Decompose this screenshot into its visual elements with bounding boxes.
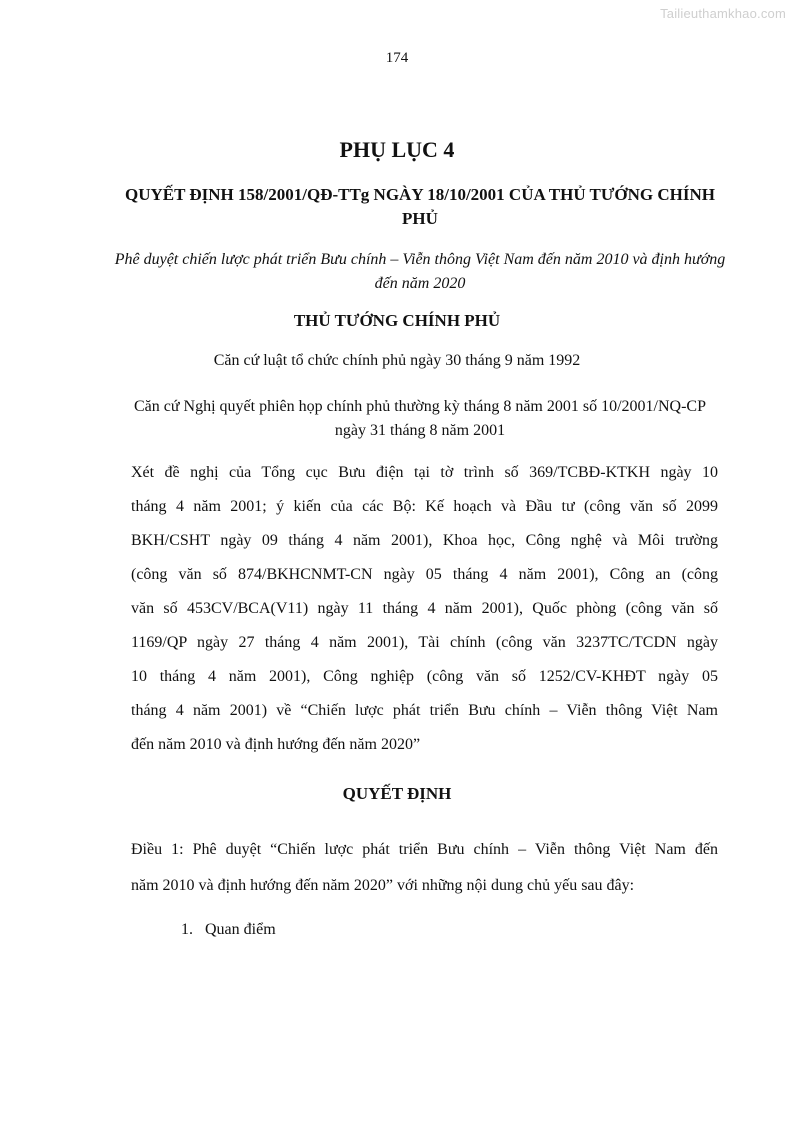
paragraph-line: Xét đề nghị của Tổng cục Bưu điện tại tờ trình số 369/TCBĐ-KTKH ngày 10 [131,464,718,481]
consideration-paragraph [131,456,718,762]
appendix-title: PHỤ LỤC 4 [339,137,455,162]
article-line: Điều 1: Phê duyệt “Chiến lược phát triển Bưu chính – Viễn thông Việt Nam đến [131,841,718,858]
issuing-authority: THỦ TƯỚNG CHÍNH PHỦ [293,311,501,330]
paragraph-line: (công văn số 874/BKHCNMT-CN ngày 05 tháng 4 năm 2001), Công an (công [131,566,718,583]
paragraph-line: tháng 4 năm 2001; ý kiến của các Bộ: Kế hoạch và Đầu tư (công văn số 2099 [131,498,718,515]
list-item-number: 1. [181,921,193,938]
legal-basis-1: Căn cứ luật tổ chức chính phủ ngày 30 tháng 9 năm 1992 [213,352,581,369]
decision-heading: QUYẾT ĐỊNH [342,784,452,803]
page-number: 174 [385,50,409,66]
paragraph-line: đến năm 2010 và định hướng đến năm 2020” [131,736,421,753]
paragraph-line: 1169/QP ngày 27 tháng 4 năm 2001), Tài chính (công văn 3237TC/TCDN ngày [131,634,718,651]
article-1 [131,832,718,904]
paragraph-line: văn số 453CV/BCA(V11) ngày 11 tháng 4 năm 2001), Quốc phòng (công văn số [131,600,718,617]
paragraph-line: tháng 4 năm 2001) về “Chiến lược phát triển Bưu chính – Viễn thông Việt Nam [131,702,718,719]
paragraph-line: 10 tháng 4 năm 2001), Công nghiệp (công văn số 1252/CV-KHĐT ngày 05 [131,668,718,685]
list-item-label: Quan điểm [205,921,276,938]
legal-basis-2: Căn cứ Nghị quyết phiên họp chính phủ thường kỳ tháng 8 năm 2001 số 10/2001/NQ-CP ngày 31 tháng 8 năm 2001 [134,398,706,439]
watermark: Tailieuthamkhao.com [660,6,786,21]
decision-title: QUYẾT ĐỊNH 158/2001/QĐ-TTg NGÀY 18/10/2001 CỦA THỦ TƯỚNG CHÍNH PHỦ [124,185,716,228]
decision-description: Phê duyệt chiến lược phát triển Bưu chính – Viễn thông Việt Nam đến năm 2010 và định hướng đến năm 2020 [114,251,726,292]
article-line: năm 2010 và định hướng đến năm 2020” với những nội dung chủ yếu sau đây: [131,877,635,894]
paragraph-line: BKH/CSHT ngày 09 tháng 4 năm 2001), Khoa học, Công nghệ và Môi trường [131,532,718,549]
list-item [181,921,276,939]
